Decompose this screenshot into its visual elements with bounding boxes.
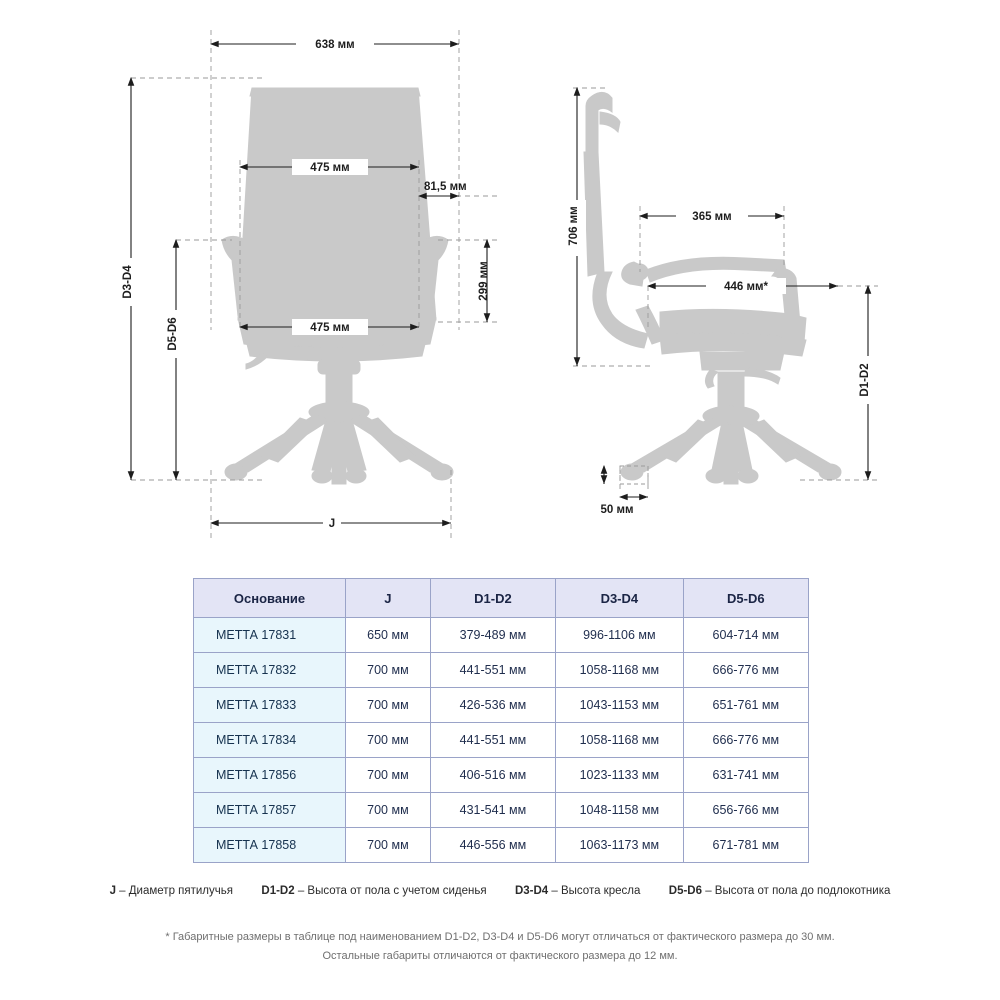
dim-caster-size-label: 50 мм [600, 504, 634, 516]
dim-height-d5d6 [167, 240, 185, 480]
dim-armrest-offset-label: 81,5 мм [424, 181, 467, 193]
cell-d56: 631-741 мм [683, 758, 808, 793]
footnote-line-1: * Габаритные размеры в таблице под наименованием D1-D2, D3-D4 и D5-D6 могут отличаться от фактического размера до 30 мм. [165, 931, 835, 943]
dim-seat-width-label: 475 мм [310, 322, 350, 334]
legend-text-j: – Диаметр пятилучья [115, 885, 233, 897]
dim-armrest-height-label: 299 мм [478, 261, 490, 301]
cell-d12: 379-489 мм [430, 618, 555, 653]
footnote [0, 928, 1000, 967]
dim-armrest-height [478, 240, 490, 322]
specifications-table [193, 578, 809, 863]
front-view-chair [222, 88, 453, 484]
cell-d34: 1058-1168 мм [556, 723, 684, 758]
cell-j: 700 мм [346, 653, 431, 688]
legend-key-j: J [109, 885, 116, 897]
cell-name: МЕТТА 17857 [194, 793, 346, 828]
dim-back-height-label: 706 мм [568, 206, 580, 246]
dim-overall-width [211, 36, 459, 52]
specifications-table-wrapper [193, 578, 809, 863]
cell-d34: 1043-1153 мм [556, 688, 684, 723]
cell-d34: 1023-1133 мм [556, 758, 684, 793]
legend [0, 885, 1000, 897]
header-j: J [346, 579, 431, 618]
header-osnovanie: Основание [194, 579, 346, 618]
dim-base-diameter-label: J [328, 518, 336, 530]
table-row [194, 828, 809, 863]
cell-name: МЕТТА 17832 [194, 653, 346, 688]
cell-d34: 1048-1158 мм [556, 793, 684, 828]
cell-d34: 996-1106 мм [556, 618, 684, 653]
dim-seat-depth-label: 365 мм [692, 211, 732, 223]
cell-name: МЕТТА 17858 [194, 828, 346, 863]
legend-text-d1d2: – Высота от пола с учетом сиденья [294, 885, 487, 897]
table-row [194, 723, 809, 758]
table-body [194, 618, 809, 863]
cell-d56: 656-766 мм [683, 793, 808, 828]
cell-d56: 604-714 мм [683, 618, 808, 653]
cell-d12: 441-551 мм [430, 723, 555, 758]
header-d3d4: D3-D4 [556, 579, 684, 618]
cell-j: 700 мм [346, 688, 431, 723]
table-row [194, 758, 809, 793]
legend-item-d1d2 [261, 885, 486, 897]
cell-name: МЕТТА 17831 [194, 618, 346, 653]
header-d1d2: D1-D2 [430, 579, 555, 618]
legend-key-d5d6: D5-D6 [668, 885, 702, 897]
cell-name: МЕТТА 17856 [194, 758, 346, 793]
dim-height-d5d6-label: D5-D6 [167, 317, 179, 351]
legend-item-d5d6 [669, 885, 891, 897]
legend-text-d3d4: – Высота кресла [548, 885, 641, 897]
cell-j: 700 мм [346, 828, 431, 863]
legend-key-d1d2: D1-D2 [261, 885, 295, 897]
cell-j: 700 мм [346, 723, 431, 758]
cell-j: 700 мм [346, 793, 431, 828]
cell-d56: 666-776 мм [683, 653, 808, 688]
cell-name: МЕТТА 17834 [194, 723, 346, 758]
dim-overall-depth [648, 278, 838, 294]
cell-j: 650 мм [346, 618, 431, 653]
dim-overall-depth-label: 446 мм* [724, 281, 768, 293]
cell-d12: 441-551 мм [430, 653, 555, 688]
cell-d34: 1063-1173 мм [556, 828, 684, 863]
legend-item-d3d4 [515, 885, 640, 897]
cell-d12: 446-556 мм [430, 828, 555, 863]
dim-seat-depth [640, 208, 784, 224]
dim-height-d1d2-label: D1-D2 [859, 363, 871, 397]
dim-base-diameter [211, 515, 451, 531]
dim-height-d3d4-label: D3-D4 [122, 265, 134, 299]
dim-overall-width-label: 638 мм [315, 39, 355, 51]
dim-height-d1d2 [859, 286, 877, 480]
table-header-row [194, 579, 809, 618]
cell-d56: 666-776 мм [683, 723, 808, 758]
cell-d56: 671-781 мм [683, 828, 808, 863]
dim-back-height [568, 88, 586, 366]
header-d5d6: D5-D6 [683, 579, 808, 618]
cell-d12: 431-541 мм [430, 793, 555, 828]
table-row [194, 618, 809, 653]
cell-d12: 406-516 мм [430, 758, 555, 793]
cell-j: 700 мм [346, 758, 431, 793]
table-row [194, 793, 809, 828]
dim-height-d3d4 [122, 78, 140, 480]
cell-d56: 651-761 мм [683, 688, 808, 723]
footnote-line-2: Остальные габариты отличаются от фактического размера до 12 мм. [322, 950, 678, 963]
legend-text-d5d6: – Высота от пола до подлокотника [702, 885, 891, 897]
table-row [194, 688, 809, 723]
cell-d12: 426-536 мм [430, 688, 555, 723]
table-row [194, 653, 809, 688]
cell-d34: 1058-1168 мм [556, 653, 684, 688]
dim-backrest-width-label: 475 мм [310, 162, 350, 174]
legend-key-d3d4: D3-D4 [514, 885, 549, 897]
legend-item-j [110, 885, 233, 897]
cell-name: МЕТТА 17833 [194, 688, 346, 723]
